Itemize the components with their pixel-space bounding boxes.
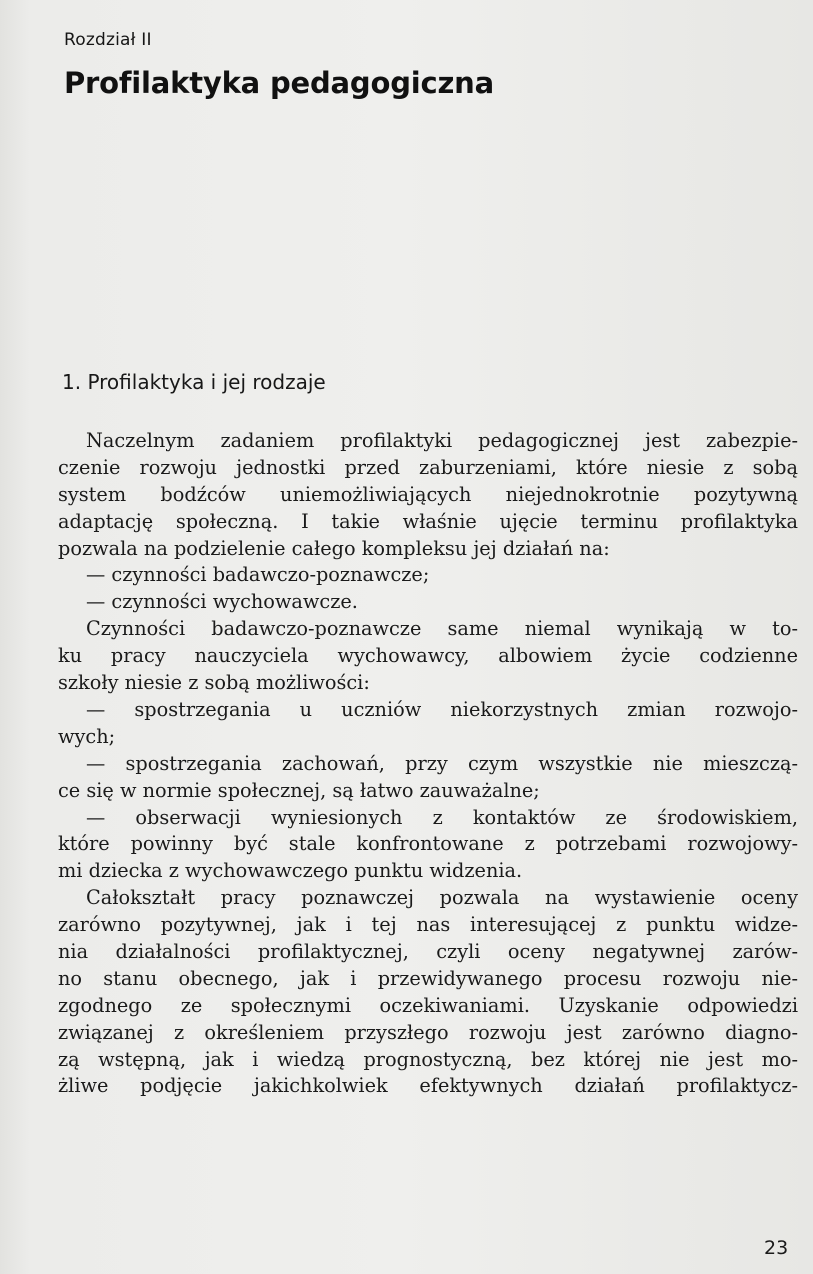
section-heading: 1. Profilaktyka i jej rodzaje [62, 370, 326, 394]
list-item: — czynności wychowawcze. [86, 590, 358, 614]
body-line: czenie rozwoju jednostki przed zaburzeniami, które niesie z sobą [58, 455, 798, 479]
body-line: które powinny być stale konfrontowane z potrzebami rozwojowy- [58, 832, 798, 856]
list-item: — czynności badawczo-poznawcze; [86, 563, 430, 587]
body-line: zarówno pozytywnej, jak i tej nas interesującej z punktu widze- [58, 913, 798, 937]
list-item: — obserwacji wyniesionych z kontaktów ze środowiskiem, [86, 805, 798, 829]
body-line: nia działalności profilaktycznej, czyli oceny negatywnej zarów- [58, 940, 798, 964]
body-line: ce się w normie społecznej, są łatwo zauważalne; [58, 778, 540, 802]
body-line: mi dziecka z wychowawczego punktu widzenia. [58, 859, 523, 883]
body-text [58, 428, 798, 1100]
body-line: system bodźców uniemożliwiających niejednokrotnie pozytywną [58, 482, 798, 506]
body-line: Czynności badawczo-poznawcze same niemal wynikają w to- [86, 617, 798, 641]
body-line: Całokształt pracy poznawczej pozwala na wystawienie oceny [86, 886, 798, 910]
body-line: szkoły niesie z sobą możliwości: [58, 671, 370, 695]
body-line: zgodnego ze społecznymi oczekiwaniami. Uzyskanie odpowiedzi [58, 993, 798, 1017]
chapter-label: Rozdział II [64, 30, 152, 50]
chapter-title: Profilaktyka pedagogiczna [64, 66, 494, 100]
body-line: Naczelnym zadaniem profilaktyki pedagogicznej jest zabezpie- [86, 429, 798, 452]
body-line: zą wstępną, jak i wiedzą prognostyczną, bez której nie jest mo- [58, 1047, 798, 1071]
body-line: związanej z określeniem przyszłego rozwoju jest zarówno diagno- [58, 1020, 798, 1044]
body-line: wych; [58, 724, 116, 748]
body-line: adaptację społeczną. I takie właśnie ujęcie terminu profilaktyka [58, 509, 798, 533]
list-item: — spostrzegania u uczniów niekorzystnych zmian rozwojo- [86, 697, 798, 721]
body-line: no stanu obecnego, jak i przewidywanego procesu rozwoju nie- [58, 966, 798, 990]
list-item: — spostrzegania zachowań, przy czym wszystkie nie mieszczą- [86, 751, 798, 775]
body-line: żliwe podjęcie jakichkolwiek efektywnych działań profilaktycz- [58, 1074, 798, 1098]
body-line: ku pracy nauczyciela wychowawcy, albowiem życie codzienne [58, 644, 798, 668]
page-number: 23 [764, 1237, 789, 1259]
body-line: pozwala na podzielenie całego kompleksu jej działań na: [58, 536, 610, 560]
